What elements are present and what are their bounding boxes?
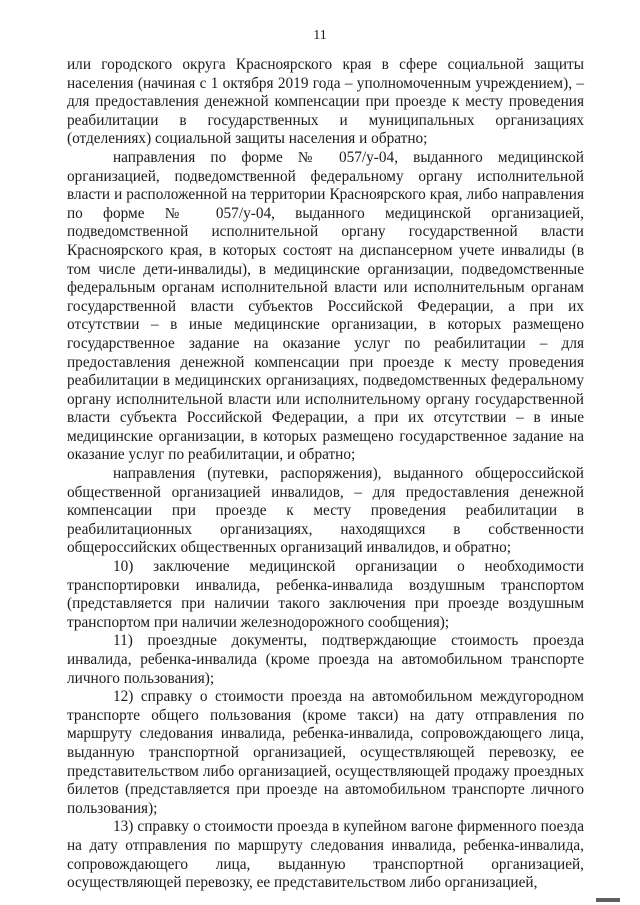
paragraph-authority-continuation: или городского округа Красноярского края в сфере социальной защиты населения (начиная с 1 октября 2019 года – уполномоченным учреждением), – для предоставления денежной компенсации при проезде к месту проведения реабилитации в государственных и муниципальных организациях (отделениях) социальной защиты населения и обратно; xyxy=(67,56,584,148)
paragraph-public-organization-referral: направления (путевки, распоряжения), выданного общероссийской общественной организацией инвалидов, – для предоставления денежной компенсации при проезде к месту проведения реабилитации в реабилитационных организациях, находящихся в собственности общероссийских общественных организаций инвалидов, и обратно; xyxy=(67,465,584,557)
paragraph-item-10-medical-conclusion: 10) заключение медицинской организации о необходимости транспортировки инвалида, ребенка-инвалида воздушным транспортом (представляется при наличии такого заключения при проезде воздушным транспортом при наличии железнодорожного сообщения); xyxy=(67,558,584,631)
paragraph-item-13-train-fare-certificate: 13) справку о стоимости проезда в купейном вагоне фирменного поезда на дату отправления по маршруту следования инвалида, ребенка-инвалида, сопровождающего лица, выданную транспортной организацией, осуществляющей перевозку, ее представительством либо организацией, xyxy=(67,818,584,892)
paragraph-medical-referral: направления по форме № 057/у-04, выданного медицинской организацией, подведомственной федеральному органу исполнительной власти и расположенной на территории Красноярского края, либо направления по форме № 057/у-04, выданного медицинской организацией, подведомственной исполнительной органу государственной власти Красноярского края, в которых состоят на диспансерном учете инвалиды (в том числе дети-инвалиды), в медицинские организации, подведомственные федеральным органам исполнительной власти или исполнительным органам государственной власти субъектов Российской Федерации, а при их отсутствии – в иные медицинские организации, в которых размещено государственное задание на оказание услуг по реабилитации – для предоставления денежной компенсации при проезде к месту проведения реабилитации в медицинских организациях, подведомственных федеральному органу исполнительной власти или исполнительному органу государственной власти субъекта Российской Федерации, а при их отсутствии – в иные медицинские организации, в которых размещено государственное задание на оказание услуг по реабилитации, и обратно; xyxy=(67,148,584,464)
paragraph-item-12-bus-fare-certificate: 12) справку о стоимости проезда на автомобильном междугородном транспорте общего пользования (кроме такси) на дату отправления по маршруту следования инвалида, ребенка-инвалида, сопровождающего лица, выданную транспортной организацией, осуществляющей перевозку, ее представительством либо организацией, осуществляющей продажу проездных билетов (представляется при проезде на автомобильном транспорте личного пользования); xyxy=(67,688,584,817)
paragraph-item-11-travel-documents: 11) проездные документы, подтверждающие стоимость проезда инвалида, ребенка-инвалида (кроме проезда на автомобильном транспорте личного пользования); xyxy=(67,632,584,687)
document-body xyxy=(67,56,584,893)
page-number: 11 xyxy=(313,28,327,43)
scan-artifact-mark xyxy=(596,896,622,903)
